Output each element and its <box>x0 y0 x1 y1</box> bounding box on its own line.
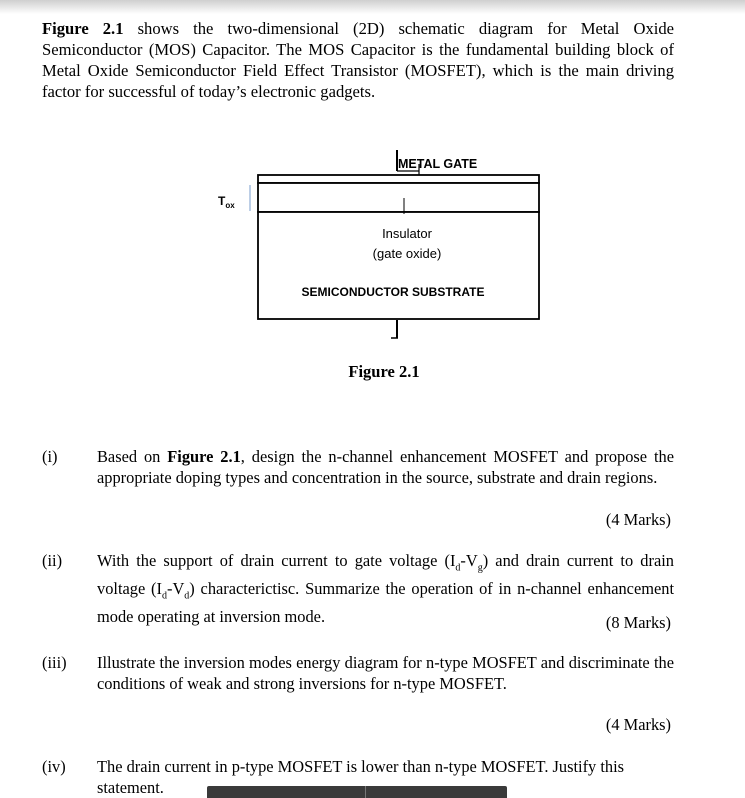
viewer-toolbar[interactable] <box>207 786 507 798</box>
question-text: The drain current in p-type MOSFET is lower than n-type MOSFET. Justify this statement. <box>97 757 625 797</box>
question-number: (i) <box>42 447 58 466</box>
intro-text: shows the two-dimensional (2D) schematic diagram for Metal Oxide Semiconductor (MOS) Capacitor. The MOS Capacitor is the fundamental building block of Metal Oxide Semiconductor Field Effect Transistor (MOSFET), which is the main driving factor for successful of today’s electronic gadgets. <box>42 19 675 101</box>
intro-figure-ref: Figure 2.1 <box>42 19 124 38</box>
metal-gate-label: METAL GATE <box>398 157 478 171</box>
oxide-layer <box>258 183 539 212</box>
question-text: Illustrate the inversion modes energy diagram for n-type MOSFET and discriminate the conditions of weak and strong inversions for n-type MOSFET. <box>97 653 674 693</box>
toolbar-divider <box>365 786 366 798</box>
top-shadow-bar <box>0 0 745 14</box>
marks-i: (4 Marks) <box>605 510 671 529</box>
question-text: With the support of drain current to gate voltage $(I_d-V_g)$ and drain current to drain voltage $(I_d-V_d)$ characterictisc. Summarize the operation of in n-channel enhancement mode operating at inversion mode. <box>97 551 675 626</box>
question-figure-ref: Figure 2.1 <box>167 447 241 466</box>
gate-oxide-label: (gate oxide) <box>372 246 442 261</box>
question-number: (iii) <box>42 653 67 672</box>
tox-label: $T_{ox}$ <box>218 194 235 210</box>
substrate-label: SEMICONDUCTOR SUBSTRATE <box>301 285 485 299</box>
mos-capacitor-diagram <box>0 140 745 350</box>
figure-caption: Figure 2.1 <box>348 362 420 381</box>
question-text: Based on Figure 2.1, design the n-channel enhancement MOSFET and propose the appropriate doping types and concentration in the source, substrate and drain regions. <box>97 447 674 487</box>
marks-iii: (4 Marks) <box>605 715 671 734</box>
metal-gate-layer <box>258 175 539 183</box>
marks-ii: (8 Marks) <box>605 613 671 632</box>
insulator-label: Insulator <box>382 226 432 241</box>
intro-paragraph <box>42 18 674 102</box>
question-number: (ii) <box>42 551 63 570</box>
question-number: (iv) <box>42 757 66 776</box>
